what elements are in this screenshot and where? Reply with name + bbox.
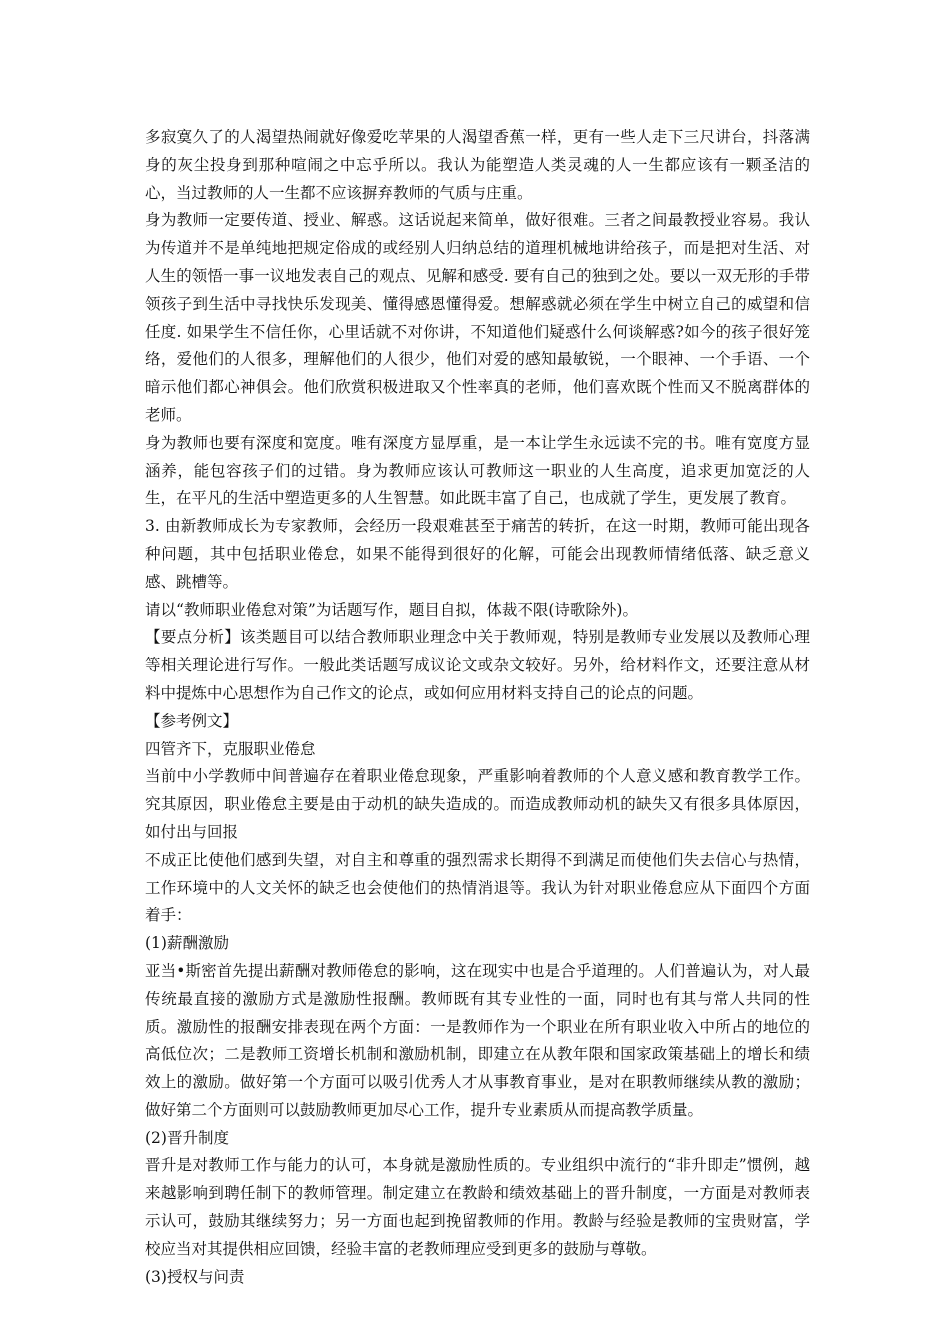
subheading: (2)晋升制度 <box>145 1128 229 1147</box>
subheading: (3)授权与问责 <box>145 1267 245 1286</box>
paragraph: 不成正比使他们感到失望，对自主和尊重的强烈需求长期得不到满足而使他们失去信心与热情，工作环境中的人文关怀的缺乏也会使他们的热情消退等。我认为针对职业倦怠应从下面四个方面着手： <box>145 850 810 925</box>
subheading: (1)薪酬激励 <box>145 934 229 953</box>
document-body <box>145 124 810 1291</box>
paragraph: 请以“教师职业倦怠对策”为话题写作，题目自拟，体裁不限(诗歌除外)。 <box>145 600 638 619</box>
paragraph: 【要点分析】该类题目可以结合教师职业理念中关于教师观，特别是教师专业发展以及教师心理等相关理论进行写作。一般此类话题写成议论文或杂文较好。另外，给材料作文，还要注意从材料中提炼中心思想作为自己作文的论点，或如何应用材料支持自己的论点的问题。 <box>145 628 810 702</box>
paragraph: 身为教师一定要传道、授业、解惑。这话说起来简单，做好很难。三者之间最教授业容易。我认为传道并不是单纯地把规定俗成的或经别人归纳总结的道理机械地讲给孩子，而是把对生活、对人生的领悟一事一议地发表自己的观点、见解和感受. 要有自己的独到之处。要以一双无形的手带领孩子到生活中寻找快乐发现美、懂得感恩懂得爱。想解惑就必须在学生中树立自己的威望和信任度. 如果学生不信任你，心里话就不对你讲，不知道他们疑惑什么何谈解惑?如今的孩子很好笼络，爱他们的人很多，理解他们的人很少，他们对爱的感知最敏锐，一个眼神、一个手语、一个暗示他们都心神俱会。他们欣赏积极进取又个性率真的老师，他们喜欢既个性而又不脱离群体的老师。 <box>145 211 810 424</box>
essay-title: 四管齐下，克服职业倦怠 <box>145 739 316 758</box>
section-heading: 【参考例文】 <box>145 711 239 730</box>
paragraph: 亚当•斯密首先提出薪酬对教师倦怠的影响，这在现实中也是合乎道理的。人们普遍认为，对人最传统最直接的激励方式是激励性报酬。教师既有其专业性的一面，同时也有其与常人共同的性质。激励性的报酬安排表现在两个方面：一是教师作为一个职业在所有职业收入中所占的地位的高低位次；二是教师工资增长机制和激励机制，即建立在从教年限和国家政策基础上的增长和绩效上的激励。做好第一个方面可以吸引优秀人才从事教育事业，是对在职教师继续从教的激励；做好第二个方面则可以鼓励教师更加尽心工作，提升专业素质从而提高教学质量。 <box>145 961 810 1119</box>
paragraph: 多寂寞久了的人渴望热闹就好像爱吃苹果的人渴望香蕉一样，更有一些人走下三尺讲台，抖落满身的灰尘投身到那种喧闹之中忘乎所以。我认为能塑造人类灵魂的人一生都应该有一颗圣洁的心，当过教师的人一生都不应该摒弃教师的气质与庄重。 <box>145 128 810 202</box>
paragraph: 当前中小学教师中间普遍存在着职业倦怠现象，严重影响着教师的个人意义感和教育教学工作。究其原因，职业倦怠主要是由于动机的缺失造成的。而造成教师动机的缺失又有很多具体原因，如付出与回报 <box>145 767 810 841</box>
paragraph: 身为教师也要有深度和宽度。唯有深度方显厚重，是一本让学生永远读不完的书。唯有宽度方显涵养，能包容孩子们的过错。身为教师应该认可教师这一职业的人生高度，追求更加宽泛的人生，在平凡的生活中塑造更多的人生智慧。如此既丰富了自己，也成就了学生，更发展了教育。 <box>145 433 810 508</box>
paragraph: 晋升是对教师工作与能力的认可，本身就是激励性质的。专业组织中流行的“非升即走”惯例，越来越影响到聘任制下的教师管理。制定建立在教龄和绩效基础上的晋升制度，一方面是对教师表示认可，鼓励其继续努力；另一方面也起到挽留教师的作用。教龄与经验是教师的宝贵财富，学校应当对其提供相应回馈，经验丰富的老教师理应受到更多的鼓励与尊敬。 <box>145 1156 810 1258</box>
paragraph: 3. 由新教师成长为专家教师，会经历一段艰难甚至于痛苦的转折，在这一时期，教师可能出现各种问题，其中包括职业倦怠，如果不能得到很好的化解，可能会出现教师情绪低落、缺乏意义感、跳槽等。 <box>145 517 810 591</box>
